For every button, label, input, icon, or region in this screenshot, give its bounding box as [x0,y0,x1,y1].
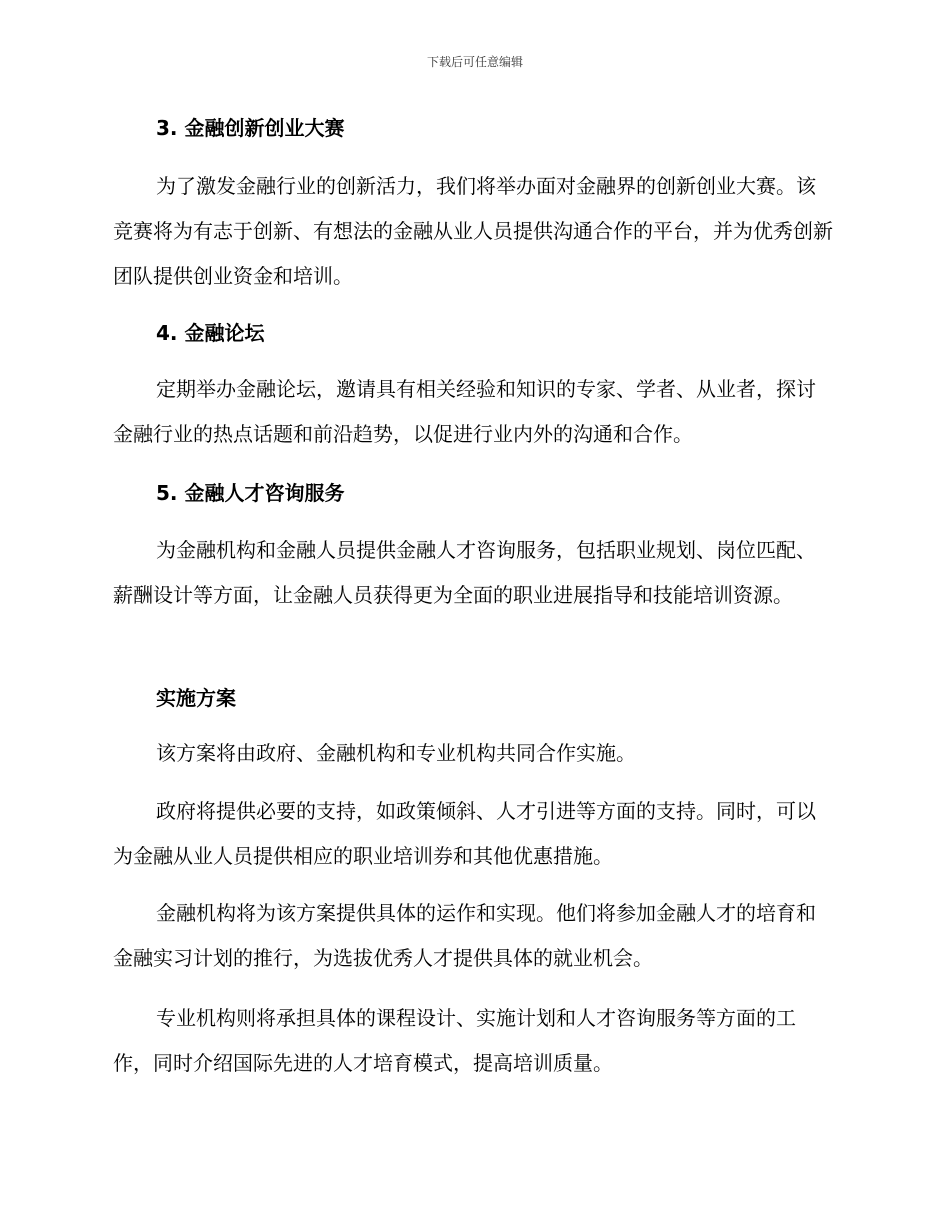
paragraph-implementation-intro: 该方案将由政府、金融机构和专业机构共同合作实施。 [156,741,636,765]
paragraph-consulting: 为金融机构和金融人员提供金融人才咨询服务，包括职业规划、岗位匹配、薪酬设计等方面，让金融人员获得更为全面的职业进展指导和技能培训资源。 [113,538,816,607]
page-header: 下载后可任意编辑 [426,55,523,69]
paragraph-professional-institutions: 专业机构则将承担具体的课程设计、实施计划和人才咨询服务等方面的工作，同时介绍国际先进的人才培育模式，提高培训质量。 [113,1006,796,1075]
section-heading-forum: 4. 金融论坛 [156,321,265,345]
paragraph-contest: 为了激发金融行业的创新活力，我们将举办面对金融界的创新创业大赛。该竞赛将为有志于创新、有想法的金融从业人员提供沟通合作的平台，并为优秀创新团队提供创业资金和培训。 [113,174,833,288]
section-heading-contest: 3. 金融创新创业大赛 [156,116,345,140]
paragraph-government: 政府将提供必要的支持，如政策倾斜、人才引进等方面的支持。同时，可以为金融从业人员提供相应的职业培训券和其他优惠措施。 [113,799,816,868]
paragraph-forum: 定期举办金融论坛，邀请具有相关经验和知识的专家、学者、从业者，探讨金融行业的热点话题和前沿趋势，以促进行业内外的沟通和合作。 [113,377,816,446]
paragraph-financial-institutions: 金融机构将为该方案提供具体的运作和实现。他们将参加金融人才的培育和金融实习计划的推行，为选拔优秀人才提供具体的就业机会。 [113,901,816,970]
section-heading-implementation: 实施方案 [156,686,236,710]
section-heading-consulting: 5. 金融人才咨询服务 [156,481,345,505]
